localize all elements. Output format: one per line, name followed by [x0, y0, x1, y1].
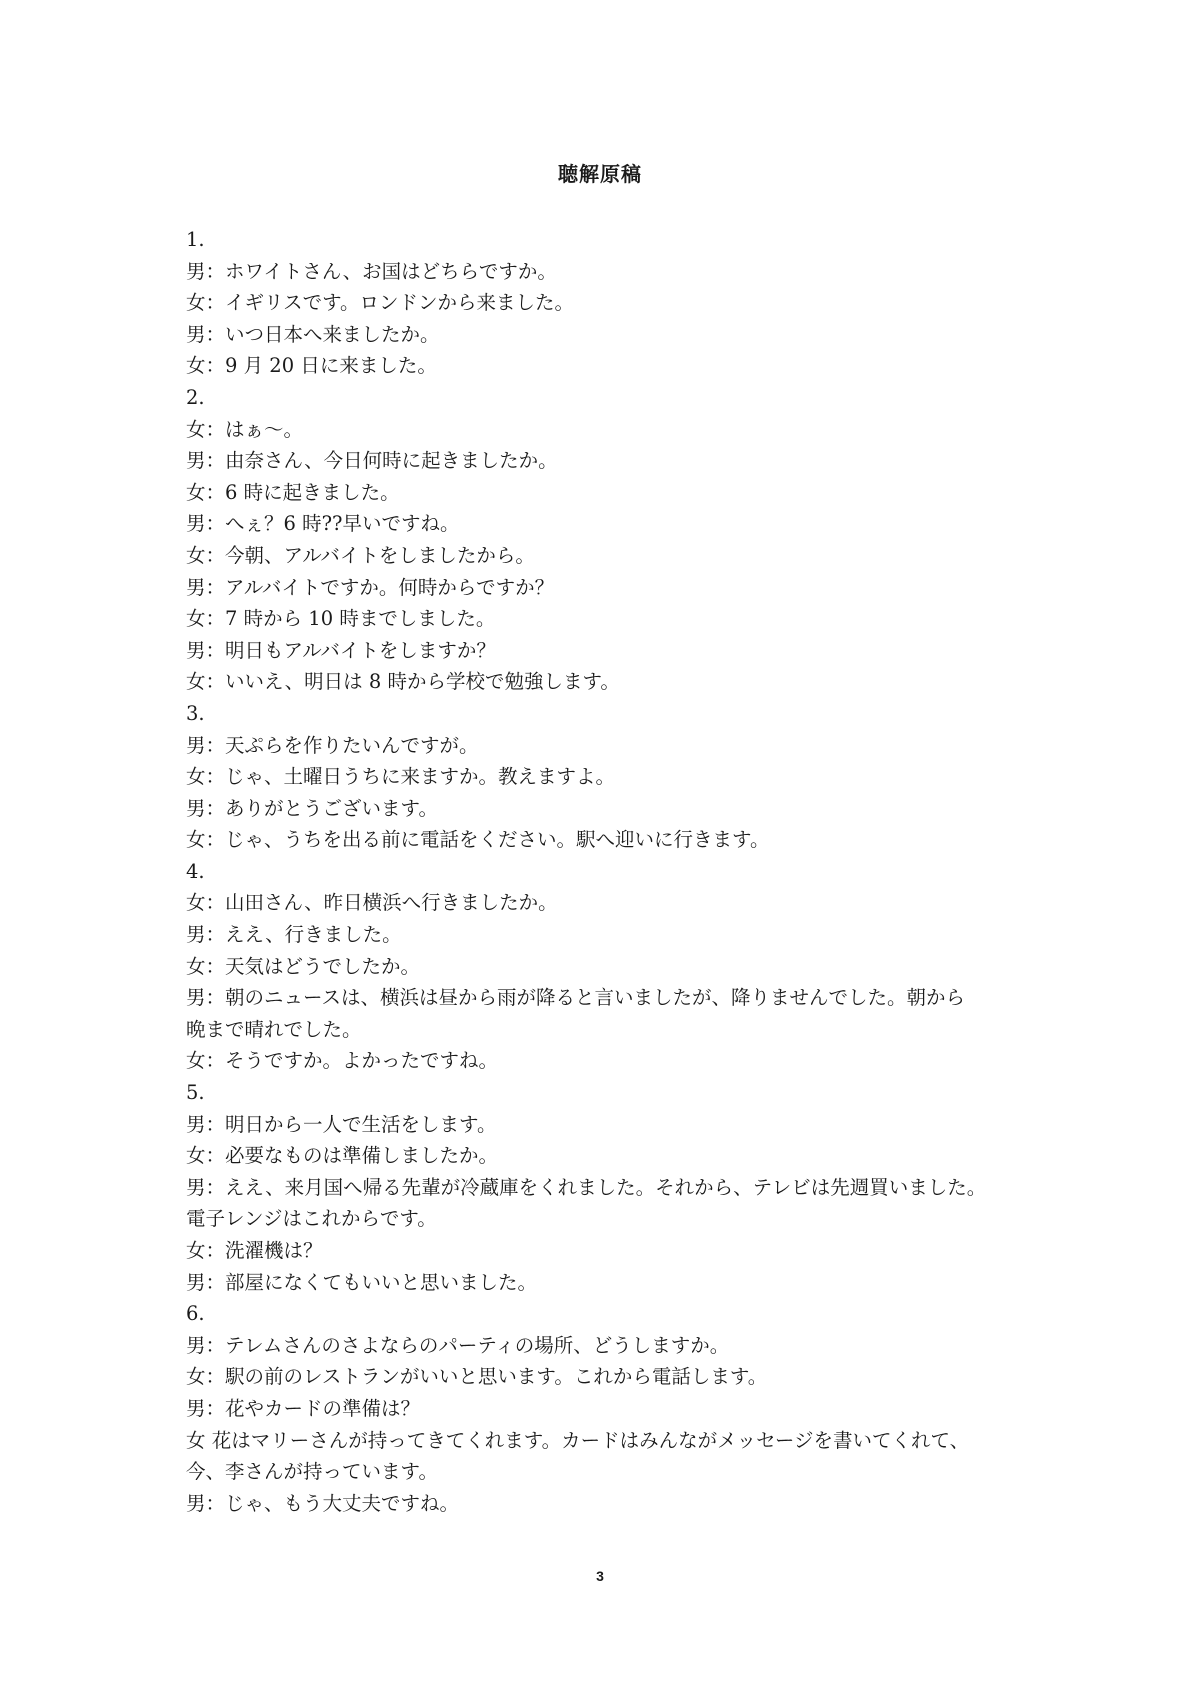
transcript-line: 女：必要なものは準備しましたか。: [186, 1144, 499, 1168]
transcript-line: 今、李さんが持っています。: [186, 1460, 438, 1484]
transcript-line: 女：いいえ、明日は 8 時から学校で勉強します。: [186, 670, 620, 694]
transcript-body: [186, 224, 1046, 1519]
transcript-line: 男：明日から一人で生活をします。: [186, 1112, 497, 1136]
transcript-line: 男：じゃ、もう大丈夫ですね。: [186, 1491, 460, 1515]
transcript-line: 男：由奈さん、今日何時に起きましたか。: [186, 449, 558, 473]
transcript-line: 男：アルバイトですか。何時からですか？: [186, 575, 555, 599]
transcript-line: 女：駅の前のレストランがいいと思います。これから電話します。: [186, 1365, 768, 1389]
transcript-line: 女：そうですか。よかったですね。: [186, 1049, 499, 1073]
question-number: 6.: [186, 1302, 205, 1326]
transcript-line: 男：天ぷらを作りたいんですが。: [186, 733, 479, 757]
transcript-line: 男：朝のニュースは、横浜は昼から雨が降ると言いましたが、降りませんでした。朝から: [186, 986, 966, 1010]
transcript-line: 晩まで晴れでした。: [186, 1017, 362, 1041]
question-number: 3.: [186, 701, 205, 725]
transcript-line: 男：テレムさんのさよならのパーティの場所、どうしますか。: [186, 1333, 730, 1357]
transcript-line: 女：イギリスです。ロンドンから来ました。: [186, 291, 575, 315]
transcript-line: 女：じゃ、うちを出る前に電話をください。駅へ迎いに行きます。: [186, 828, 770, 852]
transcript-line: 女：はぁ〜。: [186, 417, 304, 441]
transcript-line: 女：山田さん、昨日横浜へ行きましたか。: [186, 891, 558, 915]
transcript-line: 男：ええ、行きました。: [186, 923, 402, 947]
transcript-line: 男：へぇ？6 時??早いですね。: [186, 512, 460, 536]
transcript-line: 男：いつ日本へ来ましたか。: [186, 322, 440, 346]
transcript-line: 女：6 時に起きました。: [186, 480, 400, 504]
page-title: 聴解原稿: [558, 162, 642, 186]
transcript-line: 女：7 時から 10 時までしました。: [186, 607, 496, 631]
transcript-line: 女：9 月 20 日に来ました。: [186, 354, 437, 378]
transcript-line: 男：ええ、来月国へ帰る先輩が冷蔵庫をくれました。それから、テレビは先週買いました。: [186, 1175, 987, 1199]
transcript-line: 女 花はマリーさんが持ってきてくれます。カードはみんながメッセージを書いてくれて、: [186, 1428, 970, 1452]
question-number: 1.: [186, 228, 205, 251]
transcript-line: 女：天気はどうでしたか。: [186, 954, 421, 978]
transcript-line: 女：今朝、アルバイトをしましたから。: [186, 543, 535, 567]
transcript-line: 電子レンジはこれからです。: [186, 1207, 437, 1231]
transcript-line: 男：部屋になくてもいいと思いました。: [186, 1270, 538, 1294]
question-number: 2.: [186, 385, 205, 409]
transcript-line: 男：明日もアルバイトをしますか？: [186, 638, 496, 662]
transcript-line: 女：じゃ、土曜日うちに来ますか。教えますよ。: [186, 765, 616, 789]
transcript-line: 男：ありがとうございます。: [186, 796, 438, 820]
transcript-line: 女：洗濯機は？: [186, 1239, 323, 1262]
page-number: 3: [596, 1568, 604, 1584]
transcript-line: 男：花やカードの準備は？: [186, 1396, 421, 1420]
question-number: 5.: [186, 1081, 205, 1105]
question-number: 4.: [186, 859, 205, 883]
transcript-line: 男：ホワイトさん、お国はどちらですか。: [186, 259, 557, 283]
